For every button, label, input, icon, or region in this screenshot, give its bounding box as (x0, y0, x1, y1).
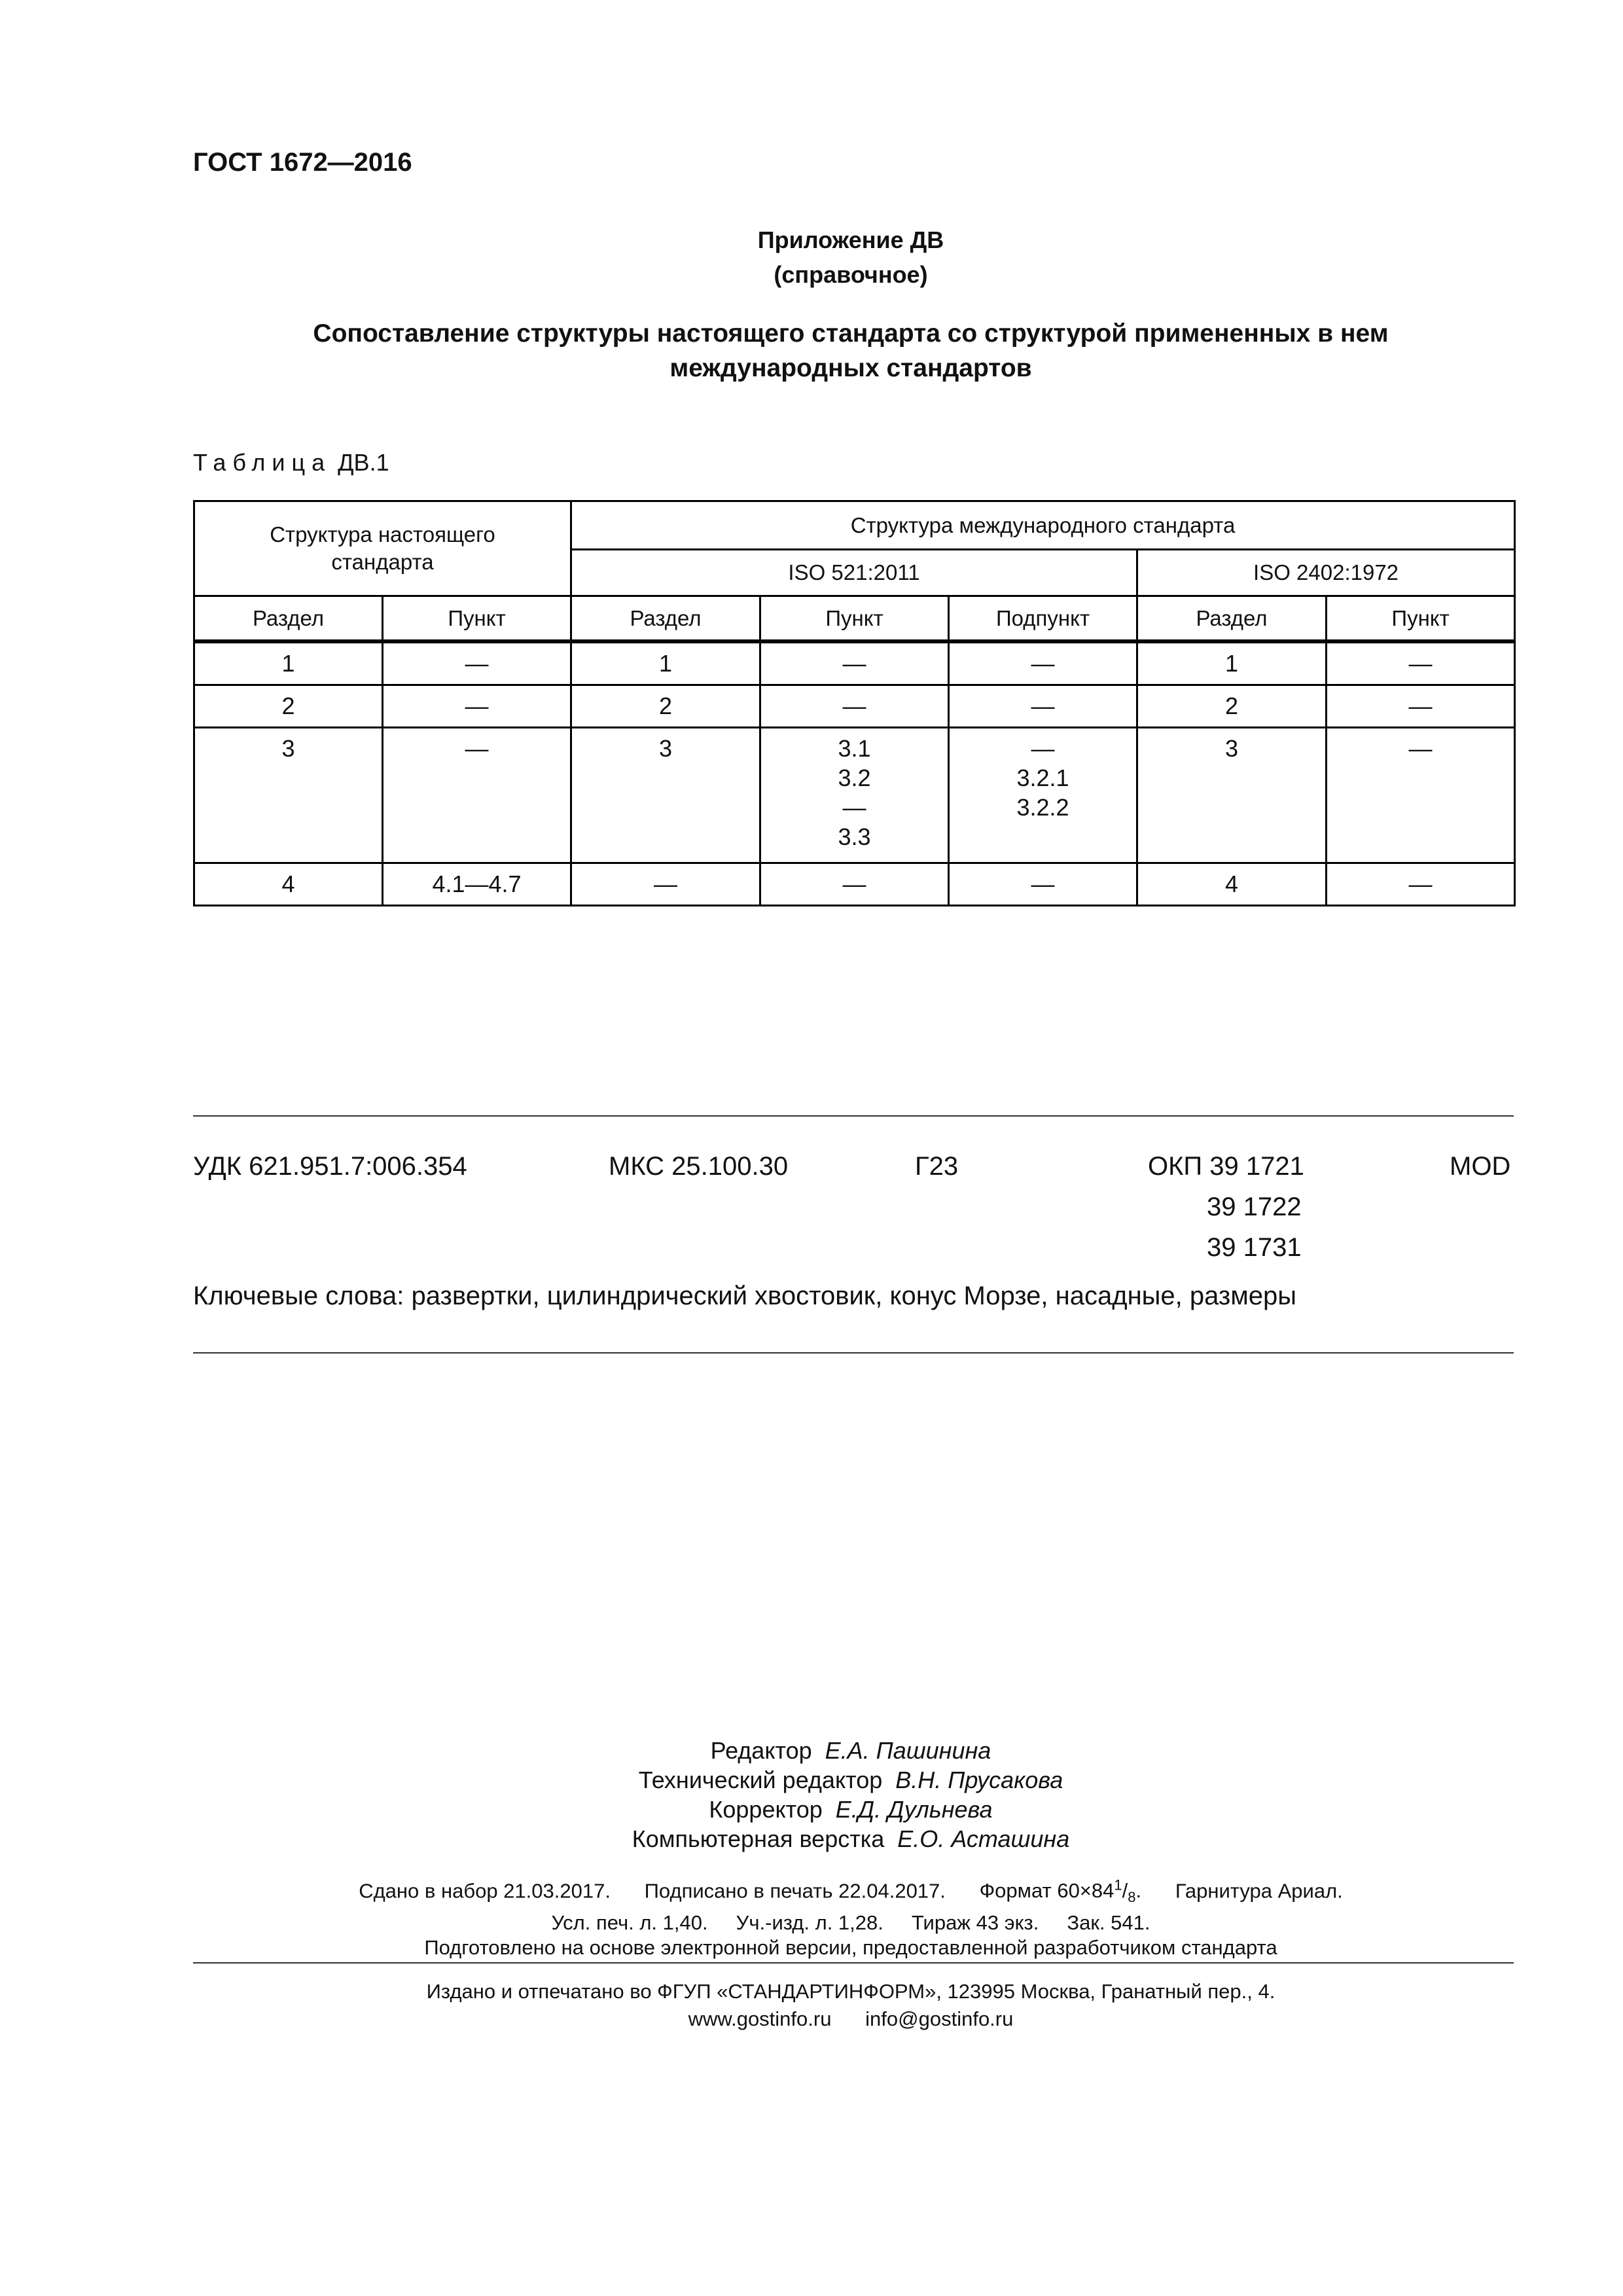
imprint-format: Формат $60\times 84^1/_8$. (979, 1877, 1142, 1906)
imprint-signed: Подписано в печать 22.04.2017. (644, 1879, 946, 1903)
structure-comparison-table (193, 500, 1516, 906)
divider-bottom (193, 1962, 1514, 1964)
divider-top (193, 1115, 1514, 1117)
cell-line: 3.3 (838, 823, 871, 850)
cell-line: — (842, 794, 866, 821)
imprint-line3: Подготовлено на основе электронной версии, предоставленной разработчиком стандарта (424, 1935, 1277, 1959)
mks-code: МКС 25.100.30 (609, 1152, 789, 1181)
column-header: Раздел (1137, 596, 1327, 642)
okp-code-extra: 39 1722 (1207, 1193, 1302, 1221)
credit-name: Е.Д. Дульнева (835, 1796, 993, 1823)
table-caption-id: ДВ.1 (338, 449, 389, 476)
table-cell: 1 (571, 641, 760, 685)
format-denominator: 8 (1128, 1889, 1136, 1906)
table-cell: — (1327, 641, 1515, 685)
table-cell: — (383, 641, 571, 685)
credit-role: Компьютерная верстка (632, 1825, 885, 1852)
appendix-subtitle: (справочное) (774, 261, 928, 288)
table-cell: 1 (1137, 641, 1327, 685)
okp-code-extra: 39 1731 (1207, 1233, 1302, 1262)
column-header: Раздел (194, 596, 383, 642)
table-cell: — (383, 685, 571, 728)
header-iso-521: ISO 521:2011 (571, 550, 1137, 596)
cell-line: — (1031, 735, 1055, 762)
publisher-block (0, 1978, 1623, 2033)
publisher-email: info@gostinfo.ru (865, 2007, 1014, 2030)
table-cell: 3 (194, 728, 383, 863)
credit-line (0, 1795, 1623, 1824)
imprint-sent: Сдано в набор 21.03.2017. (359, 1879, 611, 1903)
appendix-heading-line1: Сопоставление структуры настоящего стандарта со структурой примененных в нем (313, 319, 1389, 348)
table-cell: 3 (1137, 728, 1327, 863)
cell-line: 3.1 (838, 735, 871, 762)
table-cell: 4 (1137, 863, 1327, 906)
table-cell: 2 (1137, 685, 1327, 728)
table-cell: — (949, 641, 1137, 685)
group-code: Г23 (915, 1152, 959, 1181)
appendix-heading-line2: международных стандартов (669, 354, 1032, 382)
table-cell-multiline (760, 728, 949, 863)
table-cell: — (1327, 728, 1515, 863)
table-cell: 4 (194, 863, 383, 906)
credit-role: Технический редактор (638, 1767, 883, 1793)
column-header: Пункт (383, 596, 571, 642)
publisher-line: Издано и отпечатано во ФГУП «СТАНДАРТИНФОРМ», 123995 Москва, Гранатный пер., 4. (426, 1980, 1275, 2003)
table-cell: 1 (194, 641, 383, 685)
credits-block (0, 1736, 1623, 1854)
format-prefix: Формат 60×84 (979, 1879, 1115, 1903)
credit-line (0, 1824, 1623, 1854)
mod-marker: MOD (1450, 1152, 1511, 1181)
imprint-line2: Усл. печ. л. 1,40. Уч.-изд. л. 1,28. Тираж 43 экз. Зак. 541. (551, 1910, 1150, 1934)
table-cell: — (760, 685, 949, 728)
imprint-line1 (0, 1873, 1623, 1910)
format-numerator: 1 (1114, 1877, 1122, 1893)
table-row (194, 685, 1515, 728)
document-code: ГОСТ 1672—2016 (193, 148, 412, 177)
imprint-block (0, 1873, 1623, 1960)
table-cell: — (1327, 863, 1515, 906)
table-cell: — (383, 728, 571, 863)
table-caption (193, 449, 389, 476)
header-iso-2402: ISO 2402:1972 (1137, 550, 1515, 596)
table-cell: — (760, 641, 949, 685)
table-cell: 2 (571, 685, 760, 728)
table-cell: 4.1—4.7 (383, 863, 571, 906)
table-cell: — (571, 863, 760, 906)
credit-role: Редактор (710, 1737, 812, 1764)
divider-middle (193, 1352, 1514, 1354)
keywords: Ключевые слова: развертки, цилиндрический хвостовик, конус Морзе, насадные, размеры (193, 1282, 1297, 1310)
table-caption-word: Таблица (193, 449, 332, 476)
credit-name: В.Н. Прусакова (895, 1767, 1063, 1793)
credit-role: Корректор (709, 1796, 823, 1823)
table-cell: — (949, 685, 1137, 728)
column-header: Пункт (760, 596, 949, 642)
udk-code: УДК 621.951.7:006.354 (193, 1152, 467, 1181)
table-row (194, 863, 1515, 906)
header-international-standard: Структура международного стандарта (571, 501, 1515, 550)
table-cell: 3 (571, 728, 760, 863)
header-this-standard: Структура настоящего стандарта (194, 501, 571, 596)
publisher-website: www.gostinfo.ru (688, 2007, 832, 2030)
cell-line: 3.2 (838, 764, 871, 791)
appendix-title: Приложение ДВ (757, 226, 944, 253)
format-suffix: . (1135, 1879, 1142, 1903)
cell-line: 3.2.1 (1016, 764, 1069, 791)
table-cell: — (1327, 685, 1515, 728)
table-row (194, 641, 1515, 685)
table-cell-multiline (949, 728, 1137, 863)
column-header: Пункт (1327, 596, 1515, 642)
imprint-font: Гарнитура Ариал. (1175, 1879, 1343, 1903)
okp-code: ОКП 39 1721 (1148, 1152, 1304, 1181)
credit-line (0, 1736, 1623, 1765)
credit-name: Е.О. Асташина (897, 1825, 1070, 1852)
credit-line (0, 1765, 1623, 1795)
table-cell: 2 (194, 685, 383, 728)
table-cell: — (949, 863, 1137, 906)
credit-name: Е.А. Пашинина (825, 1737, 991, 1764)
cell-line: 3.2.2 (1016, 794, 1069, 821)
table-row (194, 728, 1515, 863)
table-cell: — (760, 863, 949, 906)
column-header: Подпункт (949, 596, 1137, 642)
publisher-contacts (0, 2005, 1623, 2033)
column-header: Раздел (571, 596, 760, 642)
